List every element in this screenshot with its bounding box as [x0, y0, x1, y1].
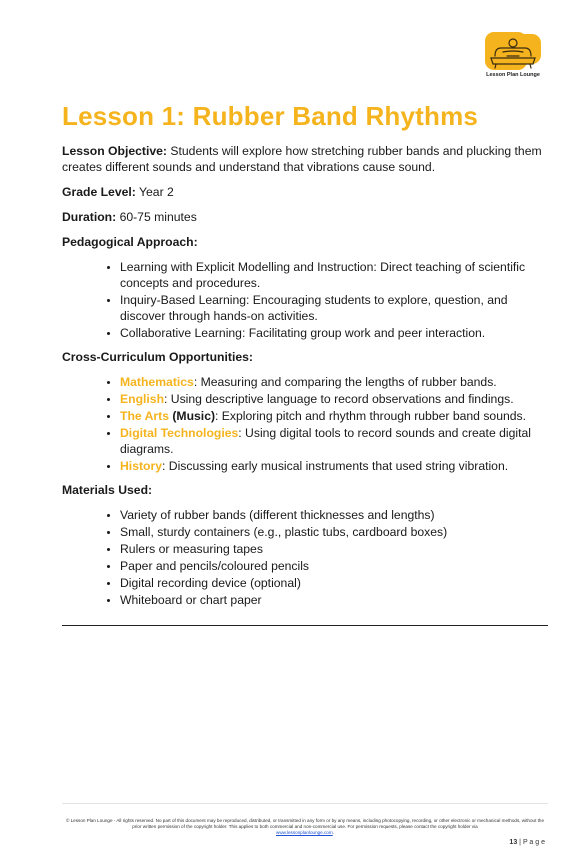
section-divider: [62, 625, 548, 626]
materials-list: [62, 507, 542, 608]
list-item: • Paper and pencils/coloured pencils: [120, 558, 542, 574]
pedagogy-heading: Pedagogical Approach:: [62, 235, 198, 249]
subject-name: History: [120, 459, 162, 473]
list-item: • Learning with Explicit Modelling and Instruction: Direct teaching of scientific concepts and procedures.: [120, 259, 542, 291]
list-item: • Variety of rubber bands (different thicknesses and lengths): [120, 507, 542, 523]
subject-text: : Using descriptive language to record observations and findings.: [164, 392, 514, 406]
lesson-title: Lesson 1: Rubber Band Rhythms: [62, 101, 479, 131]
cross-curriculum-heading: Cross-Curriculum Opportunities:: [62, 350, 253, 364]
list-item: • Collaborative Learning: Facilitating group work and peer interaction.: [120, 325, 542, 341]
list-item: • Whiteboard or chart paper: [120, 592, 542, 608]
page-number-value: 13: [509, 839, 518, 846]
footer-divider: [62, 803, 548, 804]
duration-text: 60-75 minutes: [119, 210, 197, 224]
subject-name: English: [120, 392, 165, 406]
subject-text: : Exploring pitch and rhythm through rubber band sounds.: [215, 409, 527, 423]
copyright-text: © Lesson Plan Lounge - All rights reserved. No part of this document may be reproduced, distributed, or transmitted in any form or by any means, including photocopying, recording, or other electronic or mechanical methods, without the prior written permission of the copyright holder. This applies to both commercial and non-commercial use. For permission requests, please contact the copyright holder via: [65, 818, 545, 829]
copyright-footer: [62, 818, 548, 836]
grade-level: [62, 184, 542, 200]
list-item: [120, 458, 542, 474]
logo-label: Lesson Plan Lounge: [486, 72, 540, 78]
duration: [62, 209, 542, 225]
list-item: • Rulers or measuring tapes: [120, 541, 542, 557]
subject-name: The Arts: [120, 409, 169, 423]
subject-text: : Measuring and comparing the lengths of rubber bands.: [193, 375, 497, 389]
grade-label: Grade Level:: [62, 185, 136, 199]
list-item: • Inquiry-Based Learning: Encouraging students to explore, question, and discover through hands-on activities.: [120, 292, 542, 324]
lesson-objective: [62, 143, 542, 175]
objective-label: Lesson Objective:: [62, 144, 167, 158]
list-item: • Small, sturdy containers (e.g., plastic tubs, cardboard boxes): [120, 524, 542, 540]
subject-extra: (Music): [168, 409, 216, 423]
lesson-content: [62, 143, 542, 616]
objective-text: Students will explore how stretching rubber bands and plucking them creates different sounds and understand that vibrations cause sound.: [62, 144, 542, 174]
subject-name: Digital Technologies: [120, 426, 239, 440]
page-label: P a g e: [522, 839, 545, 846]
duration-label: Duration:: [62, 210, 117, 224]
subject-text: : Using digital tools to record sounds and create digital diagrams.: [120, 426, 531, 456]
page-separator: |: [517, 839, 523, 846]
materials-heading: Materials Used:: [62, 483, 153, 497]
page-number: [509, 839, 545, 846]
pedagogy-list: [62, 259, 542, 341]
link-suffix: .: [332, 830, 334, 835]
grade-text: Year 2: [139, 185, 174, 199]
list-item: • Digital recording device (optional): [120, 575, 542, 591]
list-item: [120, 408, 542, 424]
cross-curriculum-list: [62, 374, 542, 474]
list-item: [120, 391, 542, 407]
subject-name: Mathematics: [120, 375, 194, 389]
subject-text: : Discussing early musical instruments that used string vibration.: [162, 459, 509, 473]
list-item: [120, 374, 542, 390]
website-link[interactable]: www.lessonplanlounge.com: [276, 830, 333, 835]
list-item: [120, 425, 542, 457]
